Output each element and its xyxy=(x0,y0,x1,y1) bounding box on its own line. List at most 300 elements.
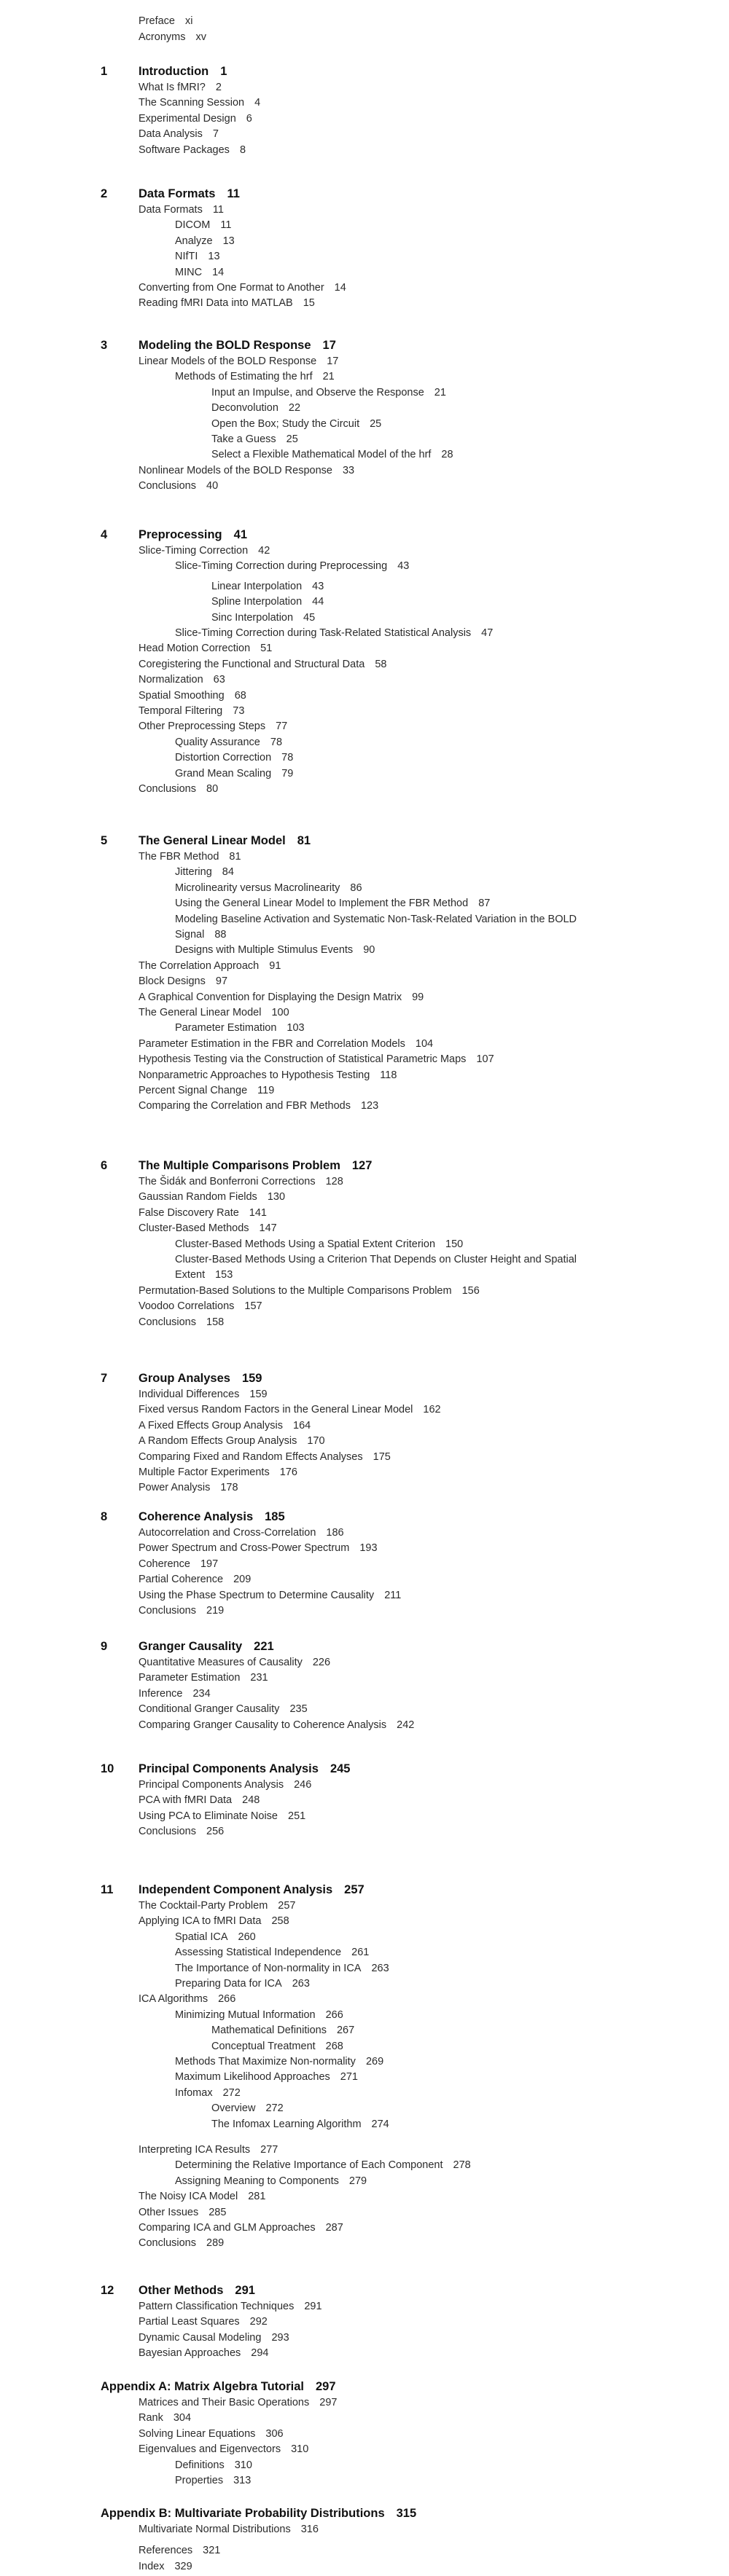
entry-title: NIfTI xyxy=(175,251,198,263)
entry-title: Conclusions xyxy=(139,1316,196,1328)
entry-title: Properties xyxy=(175,2475,224,2486)
entry-title: Data Formats xyxy=(139,204,203,216)
toc-entry[interactable] xyxy=(211,2118,389,2131)
entry-page: 263 xyxy=(292,1978,310,1990)
toc-entry[interactable] xyxy=(139,1206,267,1220)
entry-page: 84 xyxy=(222,866,234,879)
entry-page: 153 xyxy=(215,1269,233,1281)
entry-title: Eigenvalues and Eigenvectors xyxy=(139,2443,281,2456)
toc-entry[interactable] xyxy=(175,1021,305,1034)
entry-page: 21 xyxy=(322,371,335,383)
chapter-heading[interactable] xyxy=(139,1882,364,1897)
entry-page: 329 xyxy=(174,2561,192,2572)
entry-page: 11 xyxy=(212,204,224,216)
entry-page: 231 xyxy=(250,1672,268,1684)
entry-page: 242 xyxy=(397,1719,415,1731)
entry-page: 51 xyxy=(260,643,273,655)
toc-entry[interactable] xyxy=(139,464,354,477)
entry-title: Coherence xyxy=(139,1558,190,1570)
entry-title: Individual Differences xyxy=(139,1389,240,1400)
entry-page: 78 xyxy=(270,736,283,748)
entry-title: Spatial Smoothing xyxy=(139,689,225,702)
toc-entry[interactable] xyxy=(139,1810,305,1823)
entry-page: 193 xyxy=(359,1542,378,1555)
toc-entry[interactable] xyxy=(139,1300,262,1313)
toc-entry[interactable] xyxy=(139,1099,378,1112)
entry-title: The Scanning Session xyxy=(139,97,245,109)
entry-page: 81 xyxy=(229,851,241,863)
chapter-heading[interactable] xyxy=(139,1371,262,1386)
entry-title: Comparing the Correlation and FBR Methods xyxy=(139,1100,351,1112)
toc-entry[interactable] xyxy=(175,2008,343,2022)
entry-title: Conclusions xyxy=(139,783,196,795)
entry-page: 42 xyxy=(258,545,270,557)
chapter-page: 185 xyxy=(265,1510,285,1523)
toc-entry[interactable] xyxy=(175,913,577,926)
toc-entry[interactable] xyxy=(139,1899,295,1912)
entry-title: Preparing Data for ICA xyxy=(175,1978,282,1990)
toc-entry[interactable] xyxy=(139,2560,192,2573)
toc-entry[interactable] xyxy=(139,1175,343,1188)
toc-entry[interactable] xyxy=(139,1403,441,1416)
entry-title: Gaussian Random Fields xyxy=(139,1191,257,1203)
entry-title: Principal Components Analysis xyxy=(139,1779,284,1791)
toc-entry[interactable] xyxy=(139,2347,268,2360)
entry-page: 321 xyxy=(203,2545,221,2556)
toc-entry[interactable] xyxy=(211,417,381,431)
toc-entry[interactable] xyxy=(139,658,386,671)
chapter-heading[interactable] xyxy=(139,1762,350,1776)
toc-entry[interactable] xyxy=(139,355,338,368)
entry-page: 58 xyxy=(375,658,387,670)
entry-title: Using PCA to Eliminate Noise xyxy=(139,1810,278,1822)
chapter-page: 81 xyxy=(297,834,311,847)
toc-entry[interactable] xyxy=(139,15,192,28)
entry-title: Cluster-Based Methods Using a Criterion That Depends on Cluster Height and Spatial xyxy=(175,1254,577,1265)
toc-entry[interactable] xyxy=(139,1794,260,1807)
toc-entry[interactable] xyxy=(139,704,244,718)
entry-page: 21 xyxy=(434,386,446,398)
entry-page: 119 xyxy=(257,1085,275,1096)
entry-title: Head Motion Correction xyxy=(139,643,251,655)
toc-entry[interactable] xyxy=(139,2396,337,2409)
chapter-title: Other Methods xyxy=(139,2284,224,2297)
toc-entry[interactable] xyxy=(175,2055,383,2068)
toc-entry[interactable] xyxy=(139,297,315,310)
toc-entry[interactable] xyxy=(139,1573,251,1586)
toc-entry[interactable] xyxy=(139,479,218,492)
chapter-page: 11 xyxy=(227,187,240,200)
toc-entry[interactable] xyxy=(175,1931,256,1944)
toc-entry[interactable] xyxy=(139,96,260,109)
chapter-number: 7 xyxy=(101,1372,108,1385)
appendix-title: Appendix B: Multivariate Probability Distributions xyxy=(101,2507,385,2520)
toc-entry[interactable] xyxy=(175,2086,241,2100)
entry-page: 310 xyxy=(291,2443,309,2456)
toc-entry[interactable] xyxy=(175,1962,389,1975)
toc-entry[interactable] xyxy=(139,1006,289,1019)
chapter-number: 6 xyxy=(101,1159,108,1172)
entry-page: 91 xyxy=(269,959,281,972)
toc-entry[interactable] xyxy=(139,959,281,973)
chapter-number: 4 xyxy=(101,528,108,541)
toc-entry[interactable] xyxy=(211,401,300,415)
entry-title: Fixed versus Random Factors in the General Linear Model xyxy=(139,1404,413,1416)
toc-entry[interactable] xyxy=(139,1542,378,1555)
entry-page: 14 xyxy=(334,282,346,294)
entry-page: 147 xyxy=(259,1222,277,1235)
toc-entry[interactable] xyxy=(175,219,231,232)
chapter-heading[interactable] xyxy=(139,1639,274,1654)
entry-title: Block Designs xyxy=(139,975,206,988)
toc-entry[interactable] xyxy=(139,144,246,157)
toc-entry[interactable] xyxy=(211,2040,343,2053)
entry-page: 292 xyxy=(249,2316,268,2328)
entry-title: Methods of Estimating the hrf xyxy=(175,371,313,383)
toc-entry[interactable] xyxy=(139,1526,344,1539)
toc-entry[interactable] xyxy=(175,881,362,895)
entry-page: 272 xyxy=(222,2086,241,2099)
toc-entry[interactable] xyxy=(175,1238,463,1251)
toc-entry[interactable] xyxy=(139,127,219,141)
appendix-page: 315 xyxy=(396,2507,417,2520)
chapter-page: 1 xyxy=(220,65,227,78)
chapter-page: 221 xyxy=(254,1640,274,1653)
toc-entry[interactable] xyxy=(139,1778,311,1791)
entry-page: 22 xyxy=(288,402,301,415)
chapter-heading[interactable] xyxy=(139,1158,372,1173)
toc-entry[interactable] xyxy=(139,1284,480,1297)
toc-entry[interactable] xyxy=(139,2427,284,2440)
entry-page: 175 xyxy=(373,1450,391,1463)
entry-page: 17 xyxy=(327,356,339,367)
entry-title: Index xyxy=(139,2561,165,2572)
toc-entry[interactable] xyxy=(139,1687,211,1700)
entry-page: 78 xyxy=(281,752,294,764)
entry-title: Parameter Estimation xyxy=(175,1022,277,1034)
entry-page: 130 xyxy=(267,1191,286,1203)
toc-entry[interactable] xyxy=(139,2237,224,2250)
chapter-page: 257 xyxy=(344,1883,364,1896)
entry-page: 291 xyxy=(304,2301,322,2312)
entry-title: Cluster-Based Methods Using a Spatial Extent Criterion xyxy=(175,1238,436,1250)
entry-page: 209 xyxy=(233,1574,252,1586)
toc-entry[interactable] xyxy=(211,595,324,608)
entry-title: Matrices and Their Basic Operations xyxy=(139,2397,310,2408)
toc-entry[interactable] xyxy=(139,2443,308,2456)
toc-entry[interactable] xyxy=(175,736,282,749)
entry-title: Conclusions xyxy=(139,1826,196,1838)
entry-page: 4 xyxy=(254,97,261,109)
toc-entry[interactable] xyxy=(139,720,287,733)
toc-entry[interactable] xyxy=(175,559,409,573)
entry-title: Slice-Timing Correction during Preprocessing xyxy=(175,560,388,573)
entry-title: Other Preprocessing Steps xyxy=(139,720,266,733)
entry-page: 11 xyxy=(220,219,232,232)
toc-entry[interactable] xyxy=(139,1915,289,1928)
entry-page: 178 xyxy=(220,1482,238,1494)
toc-entry[interactable] xyxy=(175,1268,233,1281)
entry-page: 33 xyxy=(342,464,355,476)
entry-title: The Cocktail-Party Problem xyxy=(139,1900,268,1912)
entry-page: 159 xyxy=(249,1389,268,1400)
toc-entry[interactable] xyxy=(139,1719,414,1732)
entry-title: Open the Box; Study the Circuit xyxy=(211,417,360,430)
entry-title: Solving Linear Equations xyxy=(139,2427,256,2440)
entry-title: Conclusions xyxy=(139,2237,196,2250)
entry-title: Modeling Baseline Activation and Systematic Non-Task-Related Variation in the BOLD xyxy=(175,913,577,925)
entry-page: 86 xyxy=(350,881,362,894)
toc-entry[interactable] xyxy=(175,266,224,279)
entry-page: 268 xyxy=(325,2040,343,2052)
entry-title: The FBR Method xyxy=(139,851,219,863)
entry-title: A Random Effects Group Analysis xyxy=(139,1435,297,1448)
chapter-heading[interactable] xyxy=(139,527,247,542)
entry-title: Conclusions xyxy=(139,480,196,492)
toc-entry[interactable] xyxy=(139,1656,330,1669)
toc-entry[interactable] xyxy=(175,928,226,941)
entry-page: 80 xyxy=(206,783,219,795)
chapter-number: 11 xyxy=(101,1883,114,1896)
entry-title: Linear Models of the BOLD Response xyxy=(139,356,317,367)
toc-entry[interactable] xyxy=(139,2411,191,2424)
toc-entry[interactable] xyxy=(139,1450,391,1464)
entry-page: 88 xyxy=(214,929,227,941)
toc-entry[interactable] xyxy=(175,2175,367,2188)
entry-page: 287 xyxy=(325,2222,343,2234)
toc-entry[interactable] xyxy=(139,1481,238,1494)
toc-entry[interactable] xyxy=(139,2300,322,2313)
entry-page: 47 xyxy=(481,627,494,639)
entry-page: 99 xyxy=(412,991,424,1003)
entry-title: Spatial ICA xyxy=(175,1931,228,1943)
toc-entry[interactable] xyxy=(175,235,235,248)
toc-entry[interactable] xyxy=(175,1946,369,1959)
entry-title: Designs with Multiple Stimulus Events xyxy=(175,944,354,957)
chapter-number: 2 xyxy=(101,187,108,200)
toc-entry[interactable] xyxy=(211,611,315,624)
toc-entry[interactable] xyxy=(175,2070,358,2084)
toc-entry[interactable] xyxy=(139,1558,218,1571)
entry-title: The General Linear Model xyxy=(139,1007,262,1018)
toc-entry[interactable] xyxy=(175,751,293,764)
toc-entry[interactable] xyxy=(175,2159,471,2172)
entry-page: 44 xyxy=(312,596,324,608)
chapter-page: 41 xyxy=(233,528,247,541)
appendix-heading[interactable] xyxy=(101,2379,336,2394)
toc-entry[interactable] xyxy=(139,1190,285,1203)
entry-title: Cluster-Based Methods xyxy=(139,1222,249,1235)
toc-entry[interactable] xyxy=(175,2474,251,2487)
toc-entry[interactable] xyxy=(139,203,224,216)
entry-page: 234 xyxy=(192,1687,211,1700)
toc-entry[interactable] xyxy=(175,767,293,780)
toc-entry[interactable] xyxy=(139,544,270,557)
toc-entry[interactable] xyxy=(139,642,272,655)
toc-entry[interactable] xyxy=(139,1222,277,1235)
toc-entry[interactable] xyxy=(139,2315,268,2328)
entry-title: Comparing Fixed and Random Effects Analyses xyxy=(139,1450,363,1463)
toc-entry[interactable] xyxy=(139,31,206,44)
entry-page: 79 xyxy=(281,767,294,780)
entry-title: Grand Mean Scaling xyxy=(175,767,272,780)
entry-page: 266 xyxy=(218,1993,236,2006)
entry-title: Converting from One Format to Another xyxy=(139,282,324,294)
entry-page: 73 xyxy=(233,705,245,717)
chapter-title: Principal Components Analysis xyxy=(139,1762,319,1775)
entry-title: Power Spectrum and Cross-Power Spectrum xyxy=(139,1542,350,1555)
entry-title: Assigning Meaning to Components xyxy=(175,2175,339,2187)
entry-page: 297 xyxy=(319,2397,338,2408)
toc-entry[interactable] xyxy=(211,2024,354,2037)
toc-entry[interactable] xyxy=(139,1069,397,1082)
entry-title: Infomax xyxy=(175,2086,213,2099)
toc-entry[interactable] xyxy=(139,1053,494,1066)
toc-entry[interactable] xyxy=(139,2523,319,2536)
chapter-number: 12 xyxy=(101,2284,114,2297)
entry-title: Applying ICA to fMRI Data xyxy=(139,1915,262,1928)
chapter-page: 245 xyxy=(330,1762,351,1775)
entry-page: 186 xyxy=(326,1527,344,1539)
toc-entry[interactable] xyxy=(211,386,446,399)
entry-title: Slice-Timing Correction xyxy=(139,545,249,557)
toc-entry[interactable] xyxy=(139,689,246,702)
toc-entry[interactable] xyxy=(211,2102,284,2115)
chapter-number: 10 xyxy=(101,1762,114,1775)
toc-entry[interactable] xyxy=(211,433,298,446)
entry-title: Using the General Linear Model to Implement the FBR Method xyxy=(175,898,469,910)
entry-page: 294 xyxy=(251,2347,269,2360)
toc-entry[interactable] xyxy=(175,1253,577,1266)
entry-title: The Importance of Non-normality in ICA xyxy=(175,1962,362,1974)
entry-page: 274 xyxy=(371,2118,389,2130)
entry-page: 289 xyxy=(206,2237,225,2250)
chapter-heading[interactable] xyxy=(139,2283,255,2298)
toc-entry[interactable] xyxy=(139,2143,278,2156)
entry-title: Hypothesis Testing via the Construction of Statistical Parametric Maps xyxy=(139,1053,467,1066)
entry-page: 150 xyxy=(445,1238,464,1250)
toc-entry[interactable] xyxy=(139,1419,311,1432)
entry-page: 157 xyxy=(244,1300,262,1313)
entry-page: 6 xyxy=(246,112,252,125)
entry-title: Assessing Statistical Independence xyxy=(175,1947,342,1959)
toc-entry[interactable] xyxy=(139,1825,224,1838)
entry-title: Pattern Classification Techniques xyxy=(139,2301,295,2312)
entry-title: Comparing ICA and GLM Approaches xyxy=(139,2222,316,2234)
entry-page: 261 xyxy=(351,1947,370,1959)
chapter-title: Introduction xyxy=(139,65,209,78)
toc-entry[interactable] xyxy=(175,370,335,383)
toc-entry[interactable] xyxy=(175,2459,252,2472)
entry-title: Definitions xyxy=(175,2459,225,2471)
entry-page: 15 xyxy=(303,297,315,310)
chapter-heading[interactable] xyxy=(139,186,240,201)
toc-entry[interactable] xyxy=(175,865,234,879)
entry-page: 256 xyxy=(206,1826,225,1838)
toc-entry[interactable] xyxy=(139,81,222,94)
toc-entry[interactable] xyxy=(139,112,252,125)
entry-page: 25 xyxy=(370,417,382,430)
toc-entry[interactable] xyxy=(139,1589,401,1602)
toc-entry[interactable] xyxy=(139,281,346,294)
entry-page: 279 xyxy=(348,2175,367,2187)
chapter-heading[interactable] xyxy=(139,64,227,79)
chapter-heading[interactable] xyxy=(139,1509,285,1524)
toc-entry[interactable] xyxy=(139,1671,268,1684)
toc-entry[interactable] xyxy=(211,448,453,461)
entry-title: Experimental Design xyxy=(139,112,236,125)
toc-entry[interactable] xyxy=(139,2190,265,2203)
entry-title: Bayesian Approaches xyxy=(139,2347,241,2360)
entry-title: ICA Algorithms xyxy=(139,1993,208,2006)
toc-entry[interactable] xyxy=(139,2544,220,2557)
chapter-number: 8 xyxy=(101,1510,108,1523)
entry-page: 14 xyxy=(212,266,225,278)
toc-entry[interactable] xyxy=(139,975,227,988)
entry-page: 158 xyxy=(206,1316,225,1328)
entry-title: Acronyms xyxy=(139,31,186,43)
toc-entry[interactable] xyxy=(139,1703,308,1716)
toc-entry[interactable] xyxy=(139,2331,289,2344)
chapter-heading[interactable] xyxy=(139,833,311,848)
entry-title: Conceptual Treatment xyxy=(211,2040,316,2052)
toc-entry[interactable] xyxy=(175,250,220,263)
chapter-heading[interactable] xyxy=(139,338,336,353)
entry-title: Deconvolution xyxy=(211,402,278,415)
toc-entry[interactable] xyxy=(139,1084,274,1097)
chapter-title: The Multiple Comparisons Problem xyxy=(139,1159,340,1172)
toc-entry[interactable] xyxy=(139,1037,433,1051)
entry-page: 170 xyxy=(307,1435,325,1448)
entry-page: 304 xyxy=(173,2412,192,2424)
toc-entry[interactable] xyxy=(139,850,241,863)
toc-entry[interactable] xyxy=(139,1434,325,1448)
entry-title: Sinc Interpolation xyxy=(211,611,294,624)
toc-entry[interactable] xyxy=(139,782,218,796)
toc-entry[interactable] xyxy=(139,1466,297,1479)
appendix-heading[interactable] xyxy=(101,2506,416,2521)
toc-entry[interactable] xyxy=(139,991,424,1004)
toc-entry[interactable] xyxy=(139,1604,224,1617)
entry-page: 156 xyxy=(461,1284,480,1297)
entry-title: Select a Flexible Mathematical Model of the hrf xyxy=(211,449,432,461)
entry-page: 43 xyxy=(397,560,410,573)
entry-title: Preface xyxy=(139,15,175,27)
toc-entry[interactable] xyxy=(211,580,324,593)
toc-entry[interactable] xyxy=(139,1316,224,1329)
toc-entry[interactable] xyxy=(175,943,375,957)
entry-title: Using the Phase Spectrum to Determine Causality xyxy=(139,1589,375,1601)
entry-page: 13 xyxy=(222,235,235,247)
toc-entry[interactable] xyxy=(139,2206,226,2219)
toc-entry[interactable] xyxy=(139,1388,268,1401)
toc-entry[interactable] xyxy=(175,897,490,910)
entry-page: 25 xyxy=(286,433,298,445)
entry-page: 260 xyxy=(238,1931,256,1943)
toc-entry[interactable] xyxy=(139,1992,235,2006)
entry-page: 266 xyxy=(325,2008,343,2021)
toc-entry[interactable] xyxy=(175,1977,310,1990)
entry-page: 248 xyxy=(242,1794,260,1807)
entry-title: Multiple Factor Experiments xyxy=(139,1466,270,1478)
entry-title: Distortion Correction xyxy=(175,752,272,764)
entry-page: 316 xyxy=(300,2524,319,2535)
toc-entry[interactable] xyxy=(175,627,493,640)
toc-entry[interactable] xyxy=(139,2221,343,2234)
toc-entry[interactable] xyxy=(139,673,225,686)
chapter-number: 5 xyxy=(101,834,108,847)
entry-title: Reading fMRI Data into MATLAB xyxy=(139,297,293,310)
